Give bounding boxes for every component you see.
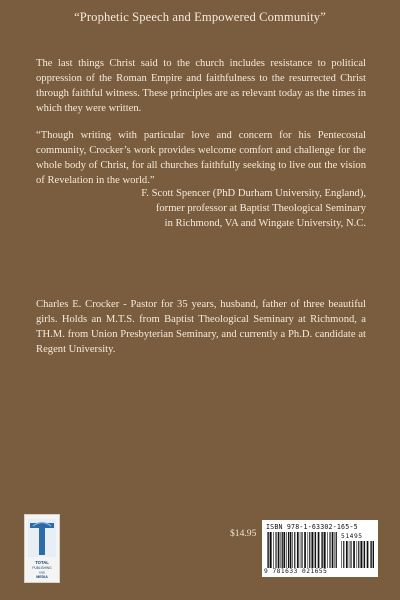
barcode-bar [300,532,301,568]
barcode-bar [270,532,272,568]
barcode-bar [349,541,350,568]
author-bio: Charles E. Crocker - Pastor for 35 years, husband, father of three beautiful girls. Holds an M.T.S. from Baptist Theological Seminary at Richmond, a TH.M. from Union Presbyterian Seminary, and currently a Ph.D. candidate at Regent University. [36,299,366,355]
barcode-bar [346,541,348,568]
barcode-bar [301,532,302,568]
barcode-bar [321,532,322,568]
barcode-bar [327,532,328,568]
attribution-line: F. Scott Spencer (PhD Durham University, England), [141,188,366,199]
barcode-bar [309,532,310,568]
barcode-bar [364,541,365,568]
barcode-number: 9 781633 021655 [264,568,328,575]
barcode-bar [267,532,268,568]
barcode-bar [332,532,334,568]
barcode-bar [336,532,337,568]
addon-barcode-bars [340,541,374,568]
cover-heading: “Prophetic Speech and Empowered Community” [74,10,326,24]
isbn-label: ISBN 978-1-63302-165-5 [266,523,358,531]
barcode-bar [360,541,362,568]
barcode-bar [308,532,309,568]
barcode-bar [297,532,299,568]
barcode-bar [343,541,344,568]
barcode-bar [335,532,336,568]
barcode-bar [324,532,326,568]
barcode-bar [341,541,342,568]
barcode-bar [283,532,285,568]
barcode-bar [370,541,371,568]
barcode-bar [318,532,320,568]
barcode-bar [314,532,315,568]
attribution-line: former professor at Baptist Theological Seminary [155,203,366,214]
price-addon-number: 51495 [341,533,363,540]
logo-text-line: MEDIA [36,575,48,579]
publisher-logo-graphic [25,515,59,582]
barcode-bar [322,532,323,568]
logo-text-line: PUBLISHING [32,566,52,570]
ean-barcode-bars [266,532,338,568]
logo-text-line: TOTAL [35,560,49,565]
barcode-bar [282,532,283,568]
barcode-bar [311,532,313,568]
barcode-bar [358,541,359,568]
barcode-bar [363,541,364,568]
barcode-bar [288,532,289,568]
barcode-bar [304,532,306,568]
barcode-bar [294,532,295,568]
barcode-bar [278,532,280,568]
barcode-bar [281,532,282,568]
barcode-bar [367,541,369,568]
barcode-bar [357,541,358,568]
barcode-bar [315,532,316,568]
barcode-bar [268,532,269,568]
isbn-barcode [262,520,378,577]
barcode-bar [275,532,276,568]
attribution-line: in Richmond, VA and Wingate University, N.C. [164,218,366,229]
barcode-bar [290,532,292,568]
logo-text-line: AND [38,570,46,575]
endorsement-quote: “Though writing with particular love and concern for his Pentecostal community, Crocker’s work provides welcome comfort and challenge for the whole body of Christ, for all churches faithfully seeking to live out the vision of Revelation in the world.” [36,130,366,186]
price: $14.95 [230,528,257,539]
barcode-bar [371,541,372,568]
barcode-bar [286,532,287,568]
publisher-logo [24,514,60,583]
barcode-bar [350,541,351,568]
description-paragraph: The last things Christ said to the church includes resistance to political oppression of the Roman Empire and faithfulness to the resurrected Christ through faithful witness. These principles are as relevant today as the times in which they were written. [36,58,366,114]
barcode-bar [353,541,355,568]
endorsement-attribution [80,186,366,231]
barcode-bar [329,532,330,568]
barcode-bar [273,532,274,568]
barcode-bar [292,532,293,568]
barcode-bar [373,541,374,568]
